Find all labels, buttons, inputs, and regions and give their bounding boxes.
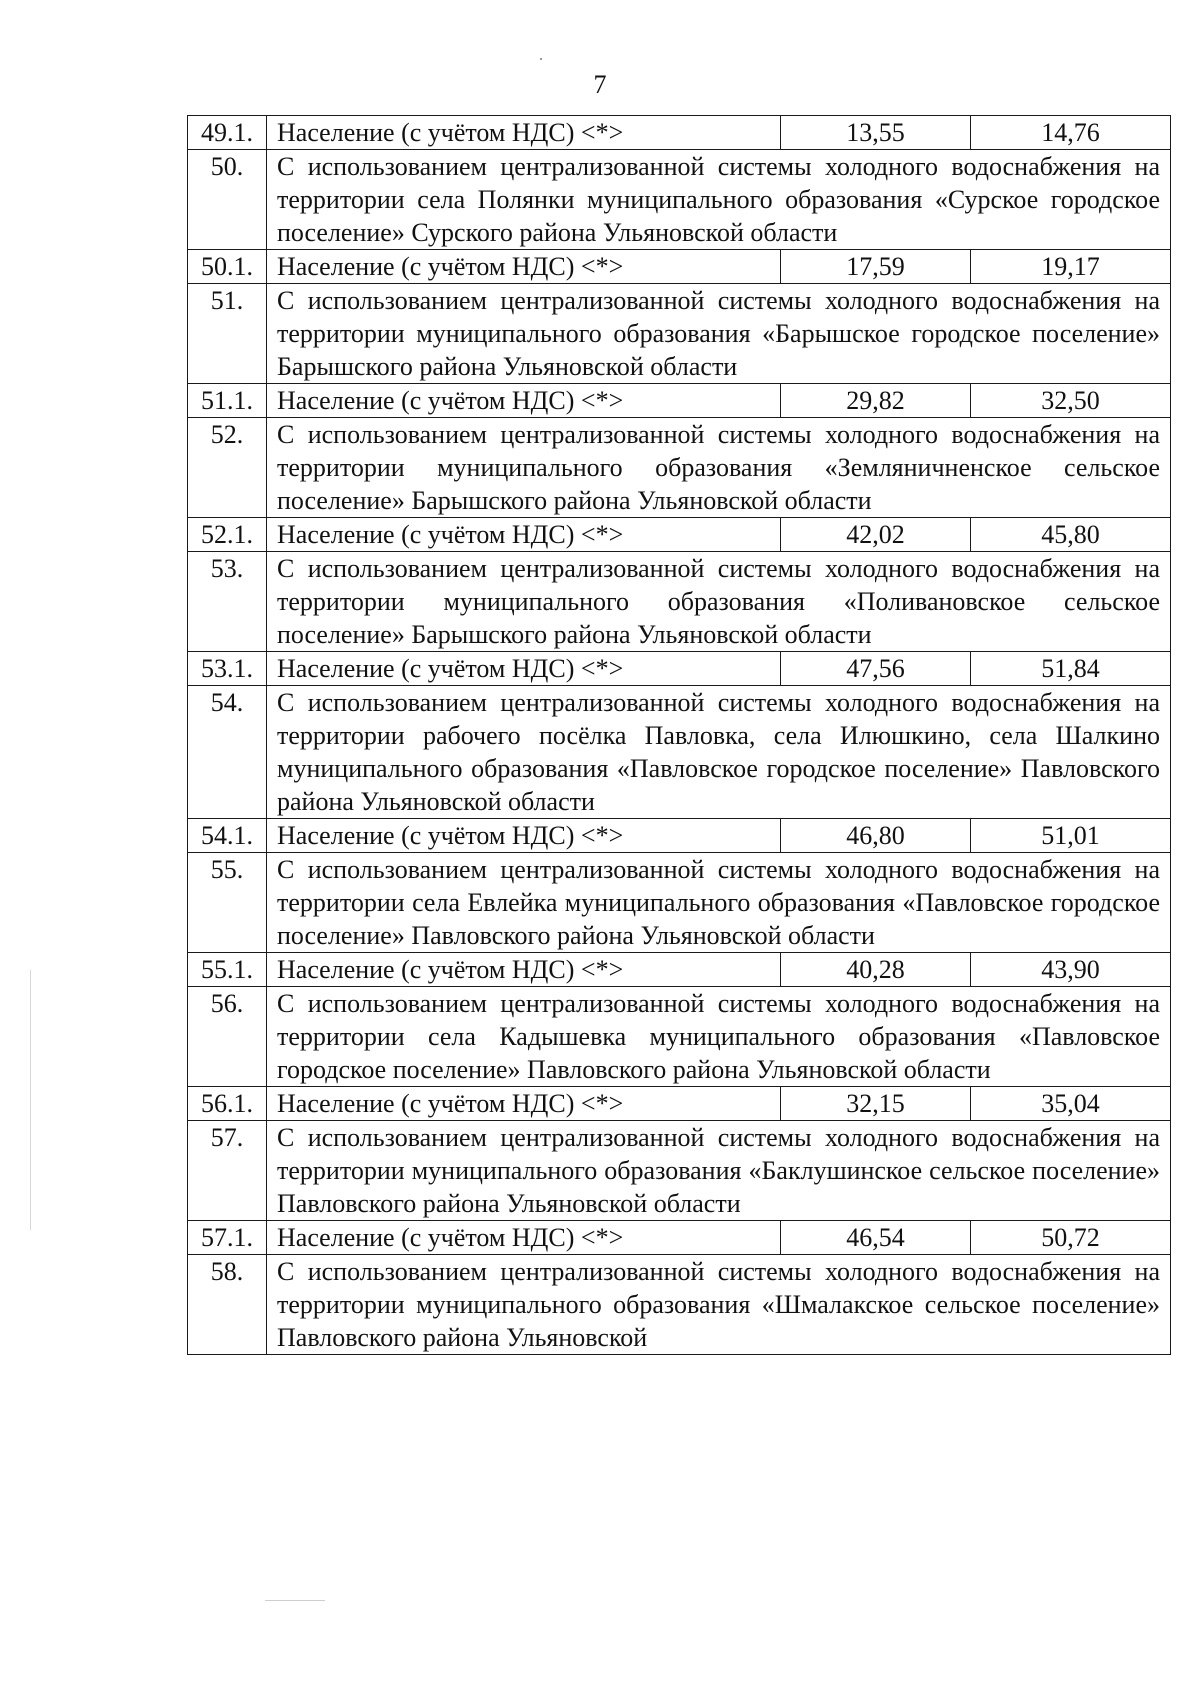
consumer-label: Население (с учётом НДС) <*>: [267, 116, 781, 150]
tariff-row: [188, 250, 1171, 284]
tariff-row: [188, 116, 1171, 150]
tariff-value-first-half: 46,54: [781, 1221, 971, 1255]
scan-mark: [265, 1600, 325, 1601]
tariff-value-second-half: 32,50: [971, 384, 1171, 418]
supply-description: С использованием централизованной системы холодного водоснабжения на территории муниципального образования «Баклушинское сельское поселение» Павловского района Ульяновской области: [267, 1121, 1171, 1221]
tariff-row: [188, 1087, 1171, 1121]
row-number: 56.1.: [188, 1087, 267, 1121]
supply-description: С использованием централизованной системы холодного водоснабжения на территории села Евлейка муниципального образования «Павловское городское поселение» Павловского района Ульяновской области: [267, 853, 1171, 953]
row-number: 50.1.: [188, 250, 267, 284]
row-number: 55.1.: [188, 953, 267, 987]
consumer-label: Население (с учётом НДС) <*>: [267, 384, 781, 418]
consumer-label: Население (с учётом НДС) <*>: [267, 819, 781, 853]
tariff-value-first-half: 29,82: [781, 384, 971, 418]
supply-description: С использованием централизованной системы холодного водоснабжения на территории рабочего посёлка Павловка, села Илюшкино, села Шалкино муниципального образования «Павловское городское поселение» Павловского района Ульяновской области: [267, 686, 1171, 819]
tariff-row: [188, 652, 1171, 686]
tariff-table: [187, 115, 1171, 1355]
tariff-value-first-half: 46,80: [781, 819, 971, 853]
row-number: 57.: [188, 1121, 267, 1221]
supply-description: С использованием централизованной системы холодного водоснабжения на территории села Кадышевка муниципального образования «Павловское городское поселение» Павловского района Ульяновской области: [267, 987, 1171, 1087]
tariff-value-second-half: 14,76: [971, 116, 1171, 150]
category-row: [188, 418, 1171, 518]
tariff-value-second-half: 35,04: [971, 1087, 1171, 1121]
category-row: [188, 987, 1171, 1087]
tariff-row: [188, 384, 1171, 418]
category-row: [188, 1255, 1171, 1355]
tariff-row: [188, 1221, 1171, 1255]
row-number: 53.: [188, 552, 267, 652]
category-row: [188, 686, 1171, 819]
consumer-label: Население (с учётом НДС) <*>: [267, 250, 781, 284]
row-number: 52.: [188, 418, 267, 518]
row-number: 58.: [188, 1255, 267, 1355]
tariff-row: [188, 518, 1171, 552]
row-number: 49.1.: [188, 116, 267, 150]
consumer-label: Население (с учётом НДС) <*>: [267, 1221, 781, 1255]
tariff-row: [188, 953, 1171, 987]
category-row: [188, 853, 1171, 953]
tariff-value-second-half: 51,84: [971, 652, 1171, 686]
tariff-value-second-half: 19,17: [971, 250, 1171, 284]
row-number: 54.: [188, 686, 267, 819]
consumer-label: Население (с учётом НДС) <*>: [267, 652, 781, 686]
row-number: 56.: [188, 987, 267, 1087]
tariff-value-second-half: 51,01: [971, 819, 1171, 853]
row-number: 51.1.: [188, 384, 267, 418]
tariff-value-second-half: 45,80: [971, 518, 1171, 552]
consumer-label: Население (с учётом НДС) <*>: [267, 518, 781, 552]
category-row: [188, 552, 1171, 652]
tariff-value-second-half: 43,90: [971, 953, 1171, 987]
scan-mark: [540, 58, 542, 60]
tariff-row: [188, 819, 1171, 853]
row-number: 51.: [188, 284, 267, 384]
supply-description: С использованием централизованной системы холодного водоснабжения на территории муниципального образования «Поливановское сельское поселение» Барышского района Ульяновской области: [267, 552, 1171, 652]
row-number: 53.1.: [188, 652, 267, 686]
scan-mark: [30, 970, 31, 1230]
tariff-value-first-half: 40,28: [781, 953, 971, 987]
consumer-label: Население (с учётом НДС) <*>: [267, 953, 781, 987]
row-number: 54.1.: [188, 819, 267, 853]
tariff-value-first-half: 32,15: [781, 1087, 971, 1121]
supply-description: С использованием централизованной системы холодного водоснабжения на территории муниципального образования «Шмалакское сельское поселение» Павловского района Ульяновской: [267, 1255, 1171, 1355]
row-number: 57.1.: [188, 1221, 267, 1255]
tariff-value-first-half: 13,55: [781, 116, 971, 150]
tariff-value-second-half: 50,72: [971, 1221, 1171, 1255]
category-row: [188, 284, 1171, 384]
supply-description: С использованием централизованной системы холодного водоснабжения на территории села Полянки муниципального образования «Сурское городское поселение» Сурского района Ульяновской области: [267, 150, 1171, 250]
page-number: 7: [593, 70, 607, 99]
supply-description: С использованием централизованной системы холодного водоснабжения на территории муниципального образования «Барышское городское поселение» Барышского района Ульяновской области: [267, 284, 1171, 384]
tariff-value-first-half: 42,02: [781, 518, 971, 552]
row-number: 52.1.: [188, 518, 267, 552]
supply-description: С использованием централизованной системы холодного водоснабжения на территории муниципального образования «Земляничненское сельское поселение» Барышского района Ульяновской области: [267, 418, 1171, 518]
category-row: [188, 150, 1171, 250]
row-number: 50.: [188, 150, 267, 250]
tariff-value-first-half: 47,56: [781, 652, 971, 686]
consumer-label: Население (с учётом НДС) <*>: [267, 1087, 781, 1121]
row-number: 55.: [188, 853, 267, 953]
category-row: [188, 1121, 1171, 1221]
tariff-value-first-half: 17,59: [781, 250, 971, 284]
